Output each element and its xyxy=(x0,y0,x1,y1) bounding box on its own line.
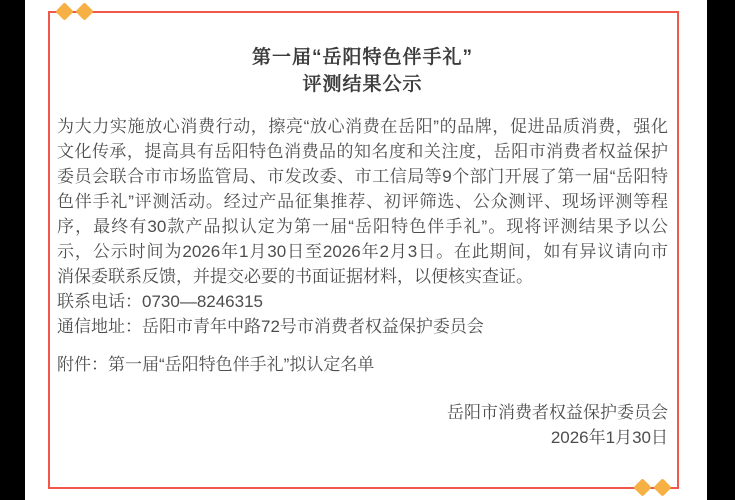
signature-block xyxy=(57,400,668,450)
body-line: 为大力实施放心消费行动，擦亮“放心消费在岳阳”的品牌，促进品质消费，强化 xyxy=(57,117,668,136)
body-line: 序，最终有30款产品拟认定为第一届“岳阳特色伴手礼”。现将评测结果予以公 xyxy=(57,217,668,236)
contact-phone-line: 联系电话：0730—8246315 xyxy=(57,292,264,311)
issuer-name: 岳阳市消费者权益保护委员会 xyxy=(447,403,668,422)
notice-title-line2: 评测结果公示 xyxy=(302,74,423,95)
body-line: 示，公示时间为2026年1月30日至2026年2月3日。在此期间，如有异议请向市 xyxy=(57,242,668,261)
notice-title xyxy=(57,44,668,98)
notice-content xyxy=(57,44,668,450)
body-line: 消保委联系反馈，并提交必要的书面证据材料，以便核实查证。 xyxy=(57,267,533,286)
body-line: 色伴手礼”评测活动。经过产品征集推荐、初评筛选、公众测评、现场评测等程 xyxy=(57,192,668,211)
issue-date: 2026年1月30日 xyxy=(550,428,668,447)
attachment-line: 附件：第一届“岳阳特色伴手礼”拟认定名单 xyxy=(57,355,375,374)
body-line: 委员会联合市市场监管局、市发改委、市工信局等9个部门开展了第一届“岳阳特 xyxy=(57,167,668,186)
notice-body xyxy=(57,114,668,339)
contact-address-line: 通信地址：岳阳市青年中路72号市消费者权益保护委员会 xyxy=(57,317,484,336)
notice-title-line1: 第一届“岳阳特色伴手礼” xyxy=(251,47,473,68)
notice-card xyxy=(25,0,707,500)
body-line: 文化传承，提高具有岳阳特色消费品的知名度和关注度，岳阳市消费者权益保护 xyxy=(57,142,668,161)
